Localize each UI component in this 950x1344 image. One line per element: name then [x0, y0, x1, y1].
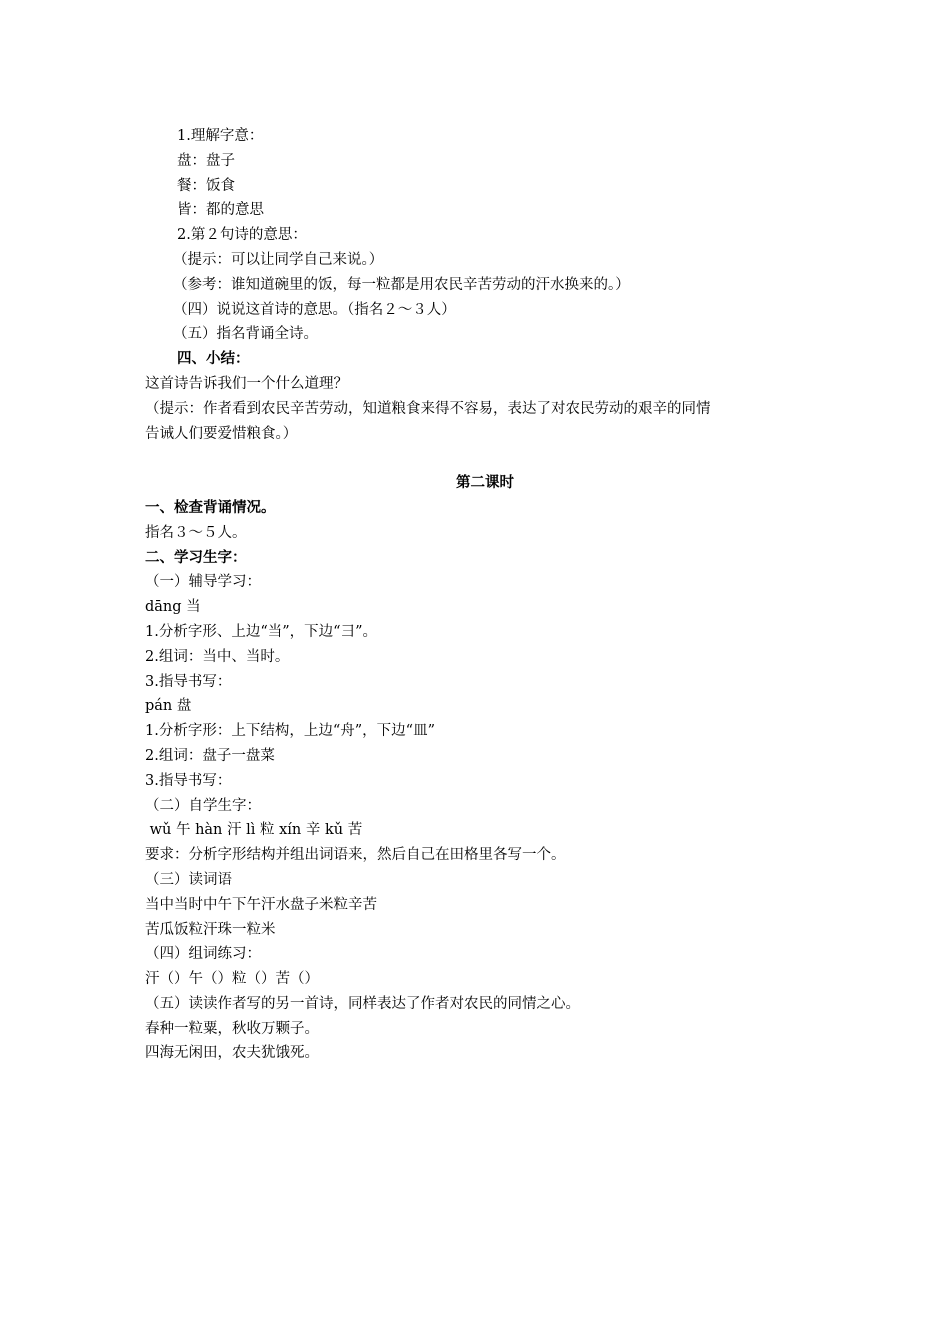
part3-words-line1: 当中当时中午下午汗水盘子米粒辛苦: [145, 896, 377, 913]
part3-words-line2: 苦瓜饭粒汗珠一粒米: [145, 921, 276, 938]
char-dang-pinyin: dāng 当: [145, 599, 201, 616]
summary-hint-line2: 告诫人们要爱惜粮食。）: [145, 425, 298, 442]
char-dang-shape: 1.分析字形、上边“当”，下边“彐”。: [145, 623, 377, 640]
spacer: [145, 446, 825, 471]
summary-heading: 四、小结：: [177, 350, 250, 368]
item1-def-jie: 皆：都的意思: [177, 202, 264, 219]
poem-line1: 春种一粒粟，秋收万颗子。: [145, 1020, 319, 1037]
reference-line: （参考：谁知道碗里的饭，每一粒都是用农民辛苦劳动的汗水换来的。）: [173, 276, 630, 293]
poem-line2: 四海无闲田，农夫犹饿死。: [145, 1045, 319, 1062]
heading-learn-characters: 二、学习生字：: [145, 548, 247, 566]
part4-line: （四）说说这首诗的意思。（指名２～３人）: [173, 301, 456, 318]
char-dang-words: 2.组词：当中、当时。: [145, 648, 290, 665]
char-pan-writing: 3.指导书写：: [145, 772, 232, 789]
document-page: [145, 124, 825, 1066]
item1-title: 1.理解字意：: [177, 128, 264, 144]
part5-line: （五）指名背诵全诗。: [173, 326, 318, 343]
heading-recite-check: 一、检查背诵情况。: [145, 498, 276, 516]
part2-characters: wǔ 午 hàn 汗 lì 粒 xín 辛 kǔ 苦: [145, 822, 363, 839]
part4-exercise: 汗（）午（）粒（）苦（）: [145, 971, 319, 988]
item1-def-can: 餐：饭食: [177, 177, 235, 194]
char-pan-words: 2.组词：盘子一盘菜: [145, 747, 275, 764]
item1-def-pan: 盘：盘子: [177, 152, 235, 169]
char-pan-pinyin: pán 盘: [145, 698, 192, 715]
summary-question: 这首诗告诉我们一个什么道理？: [145, 375, 348, 392]
lesson2-title: 第二课时: [456, 474, 514, 492]
part5-title: （五）读读作者写的另一首诗，同样表达了作者对农民的同情之心。: [145, 995, 580, 1012]
part2-requirement: 要求：分析字形结构并组出词语来，然后自己在田格里各写一个。: [145, 847, 566, 864]
part1-title: （一）辅导学习：: [145, 574, 261, 591]
char-pan-shape: 1.分析字形：上下结构，上边“舟”，下边“皿”: [145, 723, 435, 740]
recite-check-text: 指名３～５人。: [145, 524, 247, 541]
part2-title: （二）自学生字：: [145, 797, 261, 814]
summary-hint-line1: （提示：作者看到农民辛苦劳动，知道粮食来得不容易，表达了对农民劳动的艰辛的同情: [145, 400, 711, 417]
part4-title: （四）组词练习：: [145, 946, 261, 963]
hint-line: （提示：可以让同学自己来说。）: [173, 251, 384, 268]
char-dang-writing: 3.指导书写：: [145, 673, 232, 690]
part3-title: （三）读词语: [145, 871, 232, 888]
item2-title: 2.第２句诗的意思：: [177, 227, 307, 244]
